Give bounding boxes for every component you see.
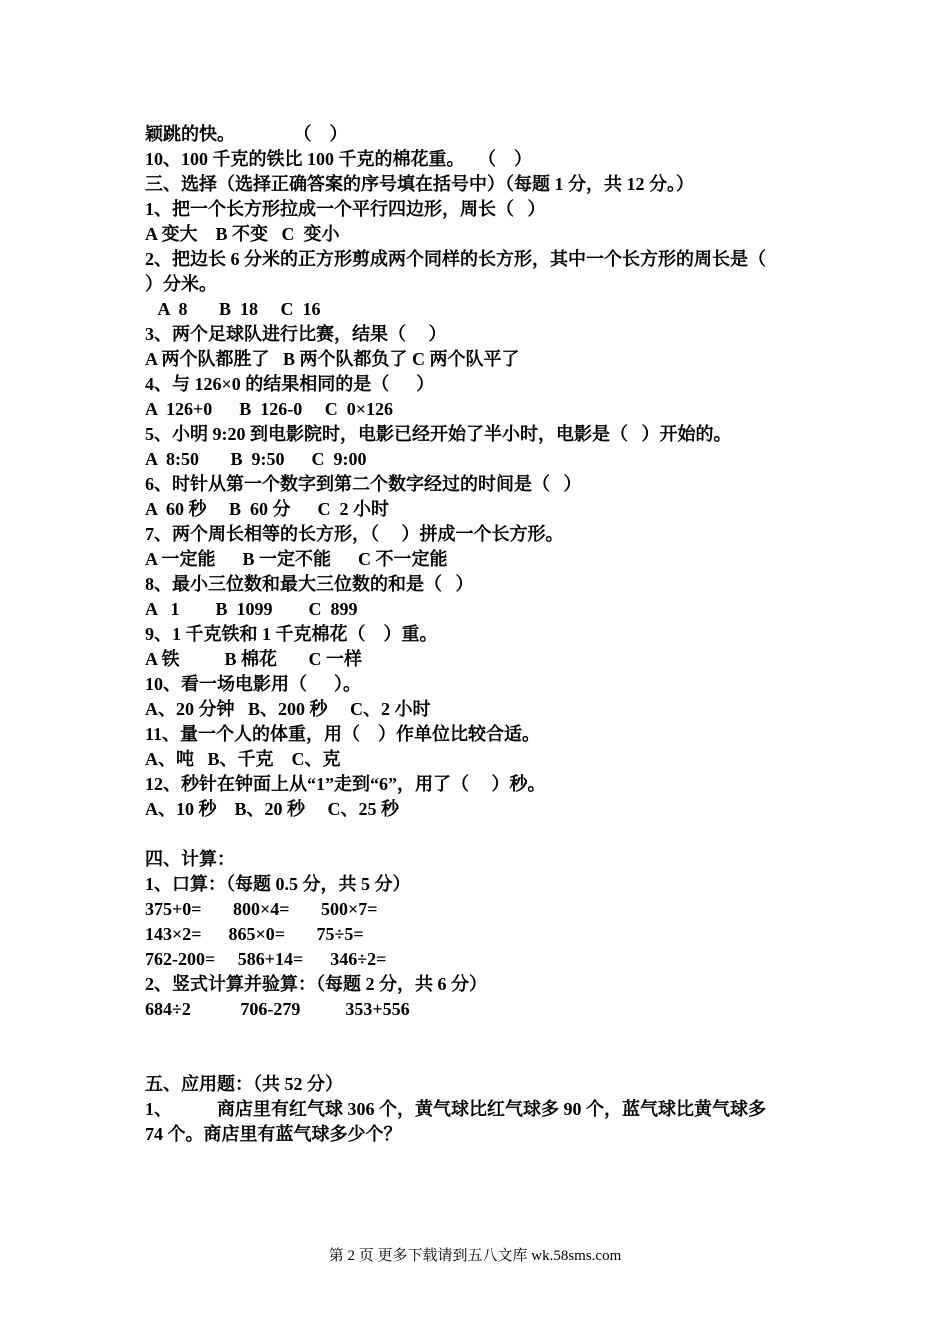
options-line: A、20 分钟 B、200 秒 C、2 小时 [145, 699, 431, 719]
options-line: A 8 B 18 C 16 [145, 299, 321, 319]
question-line: 8、最小三位数和最大三位数的和是（ ） [145, 574, 474, 594]
text-line: 10、100 千克的铁比 100 千克的棉花重。 （ ） [145, 149, 532, 169]
page-footer: 第 2 页 更多下载请到五八文库 wk.58sms.com [328, 1248, 622, 1264]
options-line: A 1 B 1099 C 899 [145, 599, 358, 619]
options-line: A 60 秒 B 60 分 C 2 小时 [145, 499, 390, 519]
calc-line: 684÷2 706-279 353+556 [145, 999, 410, 1019]
question-line: 74 个。商店里有蓝气球多少个？ [145, 1124, 402, 1144]
question-line: 7、两个周长相等的长方形，（ ）拼成一个长方形。 [145, 524, 564, 544]
options-line: A 铁 B 棉花 C 一样 [145, 649, 363, 669]
options-line: A、吨 B、千克 C、克 [145, 749, 341, 769]
question-line: 5、小明 9:20 到电影院时，电影已经开始了半小时，电影是（ ）开始的。 [145, 424, 732, 444]
question-line: 4、与 126×0 的结果相同的是（ ） [145, 374, 435, 394]
question-line: 12、秒针在钟面上从“1”走到“6”，用了（ ）秒。 [145, 774, 546, 794]
question-line: 2、把边长 6 分米的正方形剪成两个同样的长方形，其中一个长方形的周长是（ [145, 249, 766, 269]
blank-line [145, 822, 825, 847]
options-line: A 两个队都胜了 B 两个队都负了 C 两个队平了 [145, 349, 520, 369]
question-line: 11、量一个人的体重，用（ ）作单位比较合适。 [145, 724, 541, 744]
question-line: 1、把一个长方形拉成一个平行四边形，周长（ ） [145, 199, 546, 219]
question-line: 2、竖式计算并验算：（每题 2 分，共 6 分） [145, 974, 487, 994]
options-line: A 126+0 B 126-0 C 0×126 [145, 399, 394, 419]
calc-line: 375+0= 800×4= 500×7= [145, 899, 378, 919]
question-line: ）分米。 [145, 274, 217, 294]
options-line: A、10 秒 B、20 秒 C、25 秒 [145, 799, 400, 819]
options-line: A 一定能 B 一定不能 C 不一定能 [145, 549, 448, 569]
question-line: 1、口算：（每题 0.5 分，共 5 分） [145, 874, 411, 894]
section-heading: 三、选择（选择正确答案的序号填在括号中）（每题 1 分，共 12 分。） [145, 174, 694, 194]
options-line: A 8:50 B 9:50 C 9:00 [145, 449, 367, 469]
question-line: 10、看一场电影用（ ）。 [145, 674, 361, 694]
question-line: 1、 商店里有红气球 306 个，黄气球比红气球多 90 个，蓝气球比黄气球多 [145, 1099, 766, 1119]
text-line: 颖跳的快。 （ ） [145, 124, 348, 144]
calc-line: 762-200= 586+14= 346÷2= [145, 949, 387, 969]
calc-line: 143×2= 865×0= 75÷5= [145, 924, 364, 944]
blank-line [145, 1047, 825, 1072]
section-heading: 五、应用题：（共 52 分） [145, 1074, 343, 1094]
blank-line [145, 1022, 825, 1047]
question-line: 9、1 千克铁和 1 千克棉花（ ）重。 [145, 624, 438, 644]
section-heading: 四、计算： [145, 849, 235, 869]
question-line: 6、时针从第一个数字到第二个数字经过的时间是（ ） [145, 474, 582, 494]
options-line: A 变大 B 不变 C 变小 [145, 224, 340, 244]
question-line: 3、两个足球队进行比赛，结果（ ） [145, 324, 447, 344]
document-body [145, 122, 825, 1147]
